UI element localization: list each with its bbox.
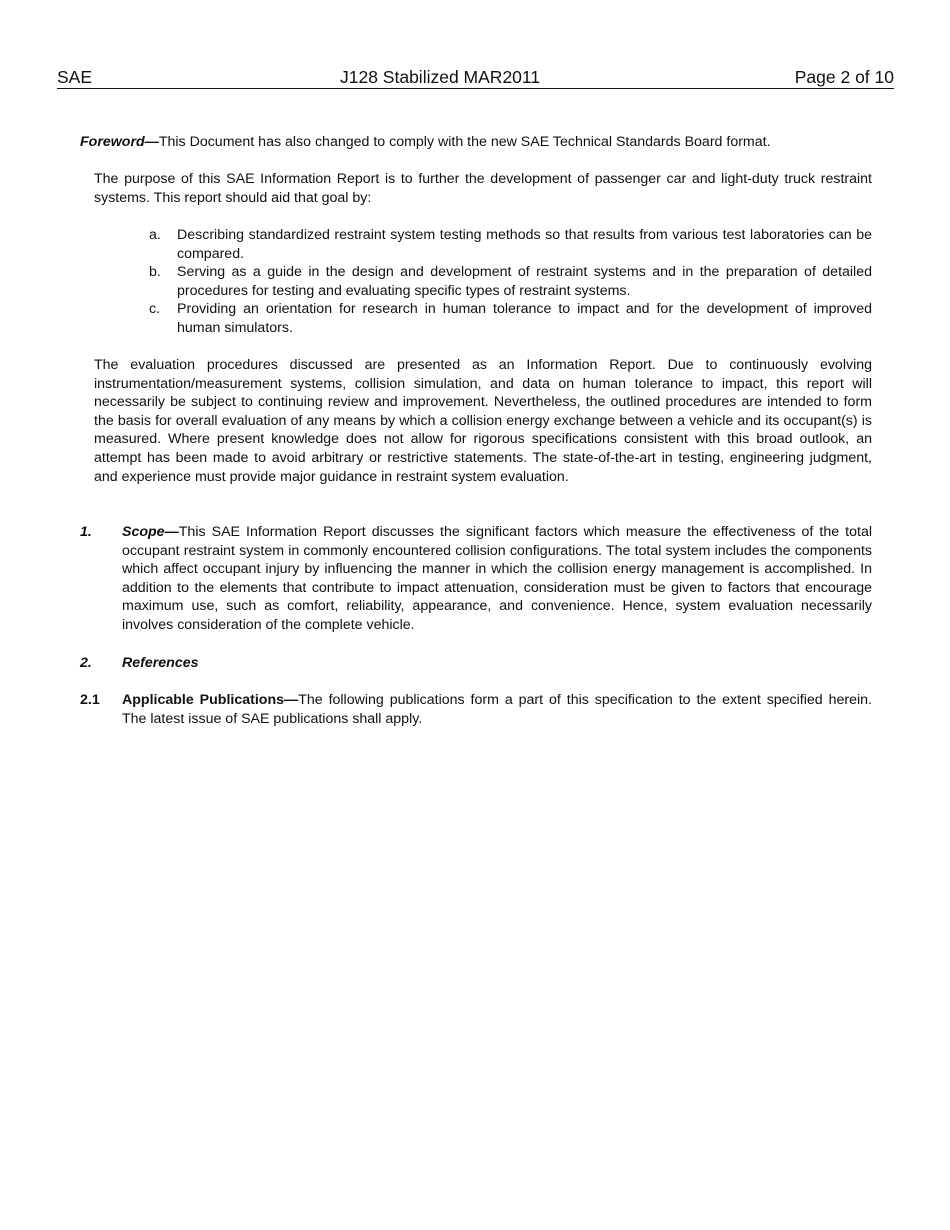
section-content [122,654,872,673]
section-scope [80,523,872,635]
purpose-paragraph: The purpose of this SAE Information Report is to further the development of passenger car and light-duty truck restraint systems. This report should aid that goal by: [94,171,872,206]
header-org: SAE [57,67,93,87]
list-item-text: Serving as a guide in the design and development of restraint systems and in the preparation of detailed procedures for testing and evaluating specific types of restraint systems. [177,264,872,299]
foreword-title: Foreword— [80,134,159,150]
foreword-text: This Document has also changed to comply with the new SAE Technical Standards Board format. [158,134,771,150]
section-content [122,523,872,635]
section-title: Applicable Publications— [122,692,299,708]
page-header [57,67,894,89]
list-item [149,263,872,300]
section-number: 2.1 [80,692,100,708]
foreword [80,133,880,152]
section-applicable-publications [80,691,872,728]
section-references [80,654,872,673]
section-number: 2. [80,655,92,671]
list-marker: b. [149,264,161,281]
list-item-text: Providing an orientation for research in human tolerance to impact and for the development of improved human simulators. [177,301,872,336]
section-text: The following publications form a part of this specification to the extent specified herein. The latest issue of SAE publications shall apply. [122,692,872,727]
goals-list [149,226,872,338]
section-title: Scope— [122,524,179,540]
section-content [122,691,872,728]
header-page-number: Page 2 of 10 [794,67,894,87]
header-document-id: J128 Stabilized MAR2011 [340,67,541,87]
section-text: This SAE Information Report discusses the significant factors which measure the effectiveness of the total occupant restraint system in commonly encountered collision configurations. The total system includes the components which affect occupant injury by influencing the manner in which the collision energy management is accomplished. In addition to the elements that contribute to impact attenuation, consideration must be given to factors that encourage maximum use, such as comfort, reliability, appearance, and convenience. Hence, system evaluation necessarily involves consideration of the complete vehicle. [122,524,872,633]
list-marker: c. [149,301,161,318]
section-number: 1. [80,524,92,540]
section-title: References [122,655,199,671]
list-item [149,300,872,337]
list-marker: a. [149,227,161,243]
list-item [149,226,872,263]
evaluation-paragraph: The evaluation procedures discussed are presented as an Information Report. Due to continuously evolving instrumentation/measurement systems, collision simulation, and data on human tolerance to impact, this report will necessarily be subject to continuing review and improvement. Nevertheless, the outlined procedures are intended to form the basis for overall evaluation of any means by which a collision energy exchange between a vehicle and its occupant(s) is measured. Where present knowledge does not allow for rigorous specifications consistent with this broad outlook, an attempt has been made to avoid arbitrary or restrictive statements. The state-of-the-art in testing, engineering judgment, and experience must provide major guidance in restraint system evaluation. [94,357,872,485]
list-item-text: Describing standardized restraint system testing methods so that results from various test laboratories can be compared. [177,227,872,262]
